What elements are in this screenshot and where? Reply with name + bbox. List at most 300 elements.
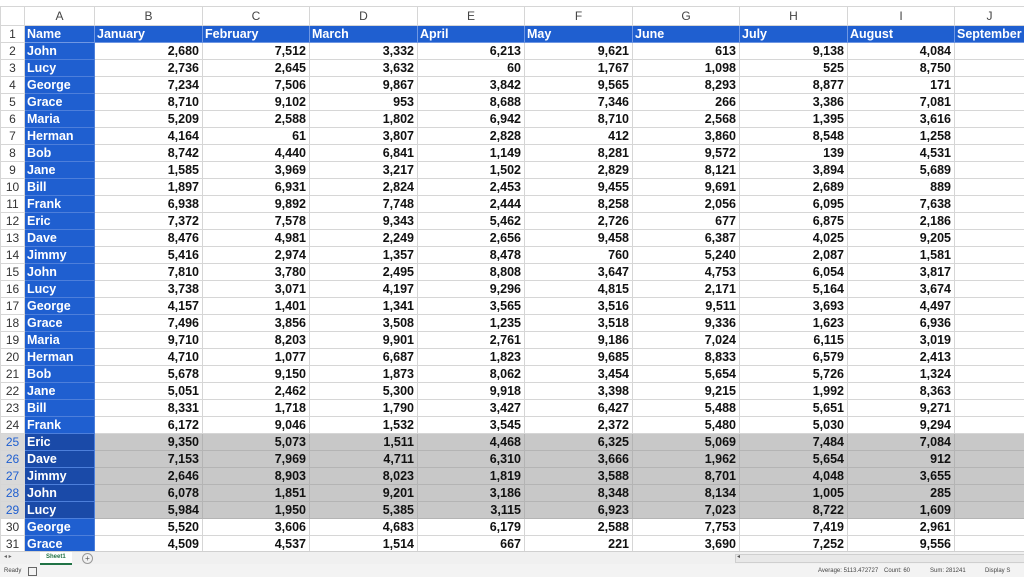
name-cell[interactable]: George xyxy=(25,77,95,94)
value-cell[interactable]: 1,609 xyxy=(848,502,955,519)
value-cell[interactable]: 7,084 xyxy=(848,434,955,451)
value-cell[interactable]: 6,841 xyxy=(310,145,418,162)
name-cell[interactable]: Lucy xyxy=(25,502,95,519)
value-cell[interactable]: 1,802 xyxy=(310,111,418,128)
value-cell[interactable]: 6,213 xyxy=(418,43,525,60)
value-cell[interactable]: 6,938 xyxy=(95,196,203,213)
value-cell[interactable]: 5,164 xyxy=(740,281,848,298)
value-cell[interactable]: 5,300 xyxy=(310,383,418,400)
value-cell[interactable]: 3,807 xyxy=(310,128,418,145)
row-number[interactable]: 14 xyxy=(1,247,25,264)
name-cell[interactable]: Maria xyxy=(25,111,95,128)
value-cell[interactable]: 9,336 xyxy=(633,315,740,332)
value-cell[interactable]: 139 xyxy=(740,145,848,162)
value-cell[interactable]: 2,736 xyxy=(95,60,203,77)
empty-cell[interactable] xyxy=(955,298,1024,315)
row-number[interactable]: 17 xyxy=(1,298,25,315)
empty-cell[interactable] xyxy=(955,417,1024,434)
column-header-i[interactable]: I xyxy=(848,7,955,26)
value-cell[interactable]: 9,150 xyxy=(203,366,310,383)
column-header-a[interactable]: A xyxy=(25,7,95,26)
name-cell[interactable]: Eric xyxy=(25,213,95,230)
empty-cell[interactable] xyxy=(955,366,1024,383)
name-cell[interactable]: Grace xyxy=(25,94,95,111)
value-cell[interactable]: 4,509 xyxy=(95,536,203,553)
value-cell[interactable]: 1,357 xyxy=(310,247,418,264)
value-cell[interactable]: 9,892 xyxy=(203,196,310,213)
value-cell[interactable]: 8,710 xyxy=(525,111,633,128)
value-cell[interactable]: 7,753 xyxy=(633,519,740,536)
value-cell[interactable]: 9,621 xyxy=(525,43,633,60)
header-cell-june[interactable]: June xyxy=(633,26,740,43)
value-cell[interactable]: 6,387 xyxy=(633,230,740,247)
header-cell-september[interactable]: September xyxy=(955,26,1024,43)
value-cell[interactable]: 6,942 xyxy=(418,111,525,128)
value-cell[interactable]: 7,496 xyxy=(95,315,203,332)
value-cell[interactable]: 5,051 xyxy=(95,383,203,400)
value-cell[interactable]: 9,138 xyxy=(740,43,848,60)
value-cell[interactable]: 2,462 xyxy=(203,383,310,400)
value-cell[interactable]: 4,497 xyxy=(848,298,955,315)
header-cell-march[interactable]: March xyxy=(310,26,418,43)
value-cell[interactable]: 2,495 xyxy=(310,264,418,281)
value-cell[interactable]: 9,294 xyxy=(848,417,955,434)
value-cell[interactable]: 1,077 xyxy=(203,349,310,366)
value-cell[interactable]: 3,217 xyxy=(310,162,418,179)
value-cell[interactable]: 1,258 xyxy=(848,128,955,145)
value-cell[interactable]: 5,726 xyxy=(740,366,848,383)
value-cell[interactable]: 3,693 xyxy=(740,298,848,315)
value-cell[interactable]: 2,453 xyxy=(418,179,525,196)
value-cell[interactable]: 8,293 xyxy=(633,77,740,94)
empty-cell[interactable] xyxy=(955,502,1024,519)
value-cell[interactable]: 9,455 xyxy=(525,179,633,196)
value-cell[interactable]: 2,186 xyxy=(848,213,955,230)
column-header-f[interactable]: F xyxy=(525,7,633,26)
value-cell[interactable]: 8,701 xyxy=(633,468,740,485)
header-cell-february[interactable]: February xyxy=(203,26,310,43)
value-cell[interactable]: 7,484 xyxy=(740,434,848,451)
value-cell[interactable]: 412 xyxy=(525,128,633,145)
display-settings-button[interactable]: Display S xyxy=(985,565,1010,577)
value-cell[interactable]: 3,516 xyxy=(525,298,633,315)
value-cell[interactable]: 3,427 xyxy=(418,400,525,417)
value-cell[interactable]: 3,508 xyxy=(310,315,418,332)
value-cell[interactable]: 2,726 xyxy=(525,213,633,230)
value-cell[interactable]: 8,808 xyxy=(418,264,525,281)
value-cell[interactable]: 6,078 xyxy=(95,485,203,502)
value-cell[interactable]: 8,023 xyxy=(310,468,418,485)
name-cell[interactable]: Lucy xyxy=(25,60,95,77)
name-cell[interactable]: Bill xyxy=(25,179,95,196)
header-cell-july[interactable]: July xyxy=(740,26,848,43)
value-cell[interactable]: 667 xyxy=(418,536,525,553)
value-cell[interactable]: 7,346 xyxy=(525,94,633,111)
value-cell[interactable]: 2,974 xyxy=(203,247,310,264)
value-cell[interactable]: 3,666 xyxy=(525,451,633,468)
value-cell[interactable]: 1,395 xyxy=(740,111,848,128)
value-cell[interactable]: 9,201 xyxy=(310,485,418,502)
name-cell[interactable]: Jane xyxy=(25,162,95,179)
value-cell[interactable]: 4,710 xyxy=(95,349,203,366)
value-cell[interactable]: 3,518 xyxy=(525,315,633,332)
row-number[interactable]: 27 xyxy=(1,468,25,485)
value-cell[interactable]: 5,030 xyxy=(740,417,848,434)
value-cell[interactable]: 1,819 xyxy=(418,468,525,485)
value-cell[interactable]: 2,829 xyxy=(525,162,633,179)
name-cell[interactable]: Frank xyxy=(25,196,95,213)
row-number[interactable]: 28 xyxy=(1,485,25,502)
empty-cell[interactable] xyxy=(955,383,1024,400)
value-cell[interactable]: 3,738 xyxy=(95,281,203,298)
value-cell[interactable]: 7,153 xyxy=(95,451,203,468)
value-cell[interactable]: 9,901 xyxy=(310,332,418,349)
empty-cell[interactable] xyxy=(955,145,1024,162)
value-cell[interactable]: 2,680 xyxy=(95,43,203,60)
value-cell[interactable]: 3,616 xyxy=(848,111,955,128)
empty-cell[interactable] xyxy=(955,536,1024,553)
value-cell[interactable]: 7,234 xyxy=(95,77,203,94)
empty-cell[interactable] xyxy=(955,485,1024,502)
name-cell[interactable]: Grace xyxy=(25,536,95,553)
value-cell[interactable]: 1,324 xyxy=(848,366,955,383)
name-cell[interactable]: Dave xyxy=(25,230,95,247)
row-number[interactable]: 1 xyxy=(1,26,25,43)
value-cell[interactable]: 9,215 xyxy=(633,383,740,400)
empty-cell[interactable] xyxy=(955,213,1024,230)
value-cell[interactable]: 9,350 xyxy=(95,434,203,451)
value-cell[interactable]: 4,815 xyxy=(525,281,633,298)
value-cell[interactable]: 3,019 xyxy=(848,332,955,349)
value-cell[interactable]: 3,894 xyxy=(740,162,848,179)
value-cell[interactable]: 7,419 xyxy=(740,519,848,536)
value-cell[interactable]: 2,588 xyxy=(203,111,310,128)
value-cell[interactable]: 2,828 xyxy=(418,128,525,145)
value-cell[interactable]: 4,048 xyxy=(740,468,848,485)
empty-cell[interactable] xyxy=(955,281,1024,298)
name-cell[interactable]: Frank xyxy=(25,417,95,434)
value-cell[interactable]: 9,102 xyxy=(203,94,310,111)
header-cell-may[interactable]: May xyxy=(525,26,633,43)
column-header-e[interactable]: E xyxy=(418,7,525,26)
value-cell[interactable]: 8,833 xyxy=(633,349,740,366)
value-cell[interactable]: 171 xyxy=(848,77,955,94)
value-cell[interactable]: 4,753 xyxy=(633,264,740,281)
value-cell[interactable]: 5,209 xyxy=(95,111,203,128)
value-cell[interactable]: 60 xyxy=(418,60,525,77)
name-cell[interactable]: John xyxy=(25,264,95,281)
row-number[interactable]: 19 xyxy=(1,332,25,349)
header-cell-august[interactable]: August xyxy=(848,26,955,43)
value-cell[interactable]: 4,084 xyxy=(848,43,955,60)
value-cell[interactable]: 9,511 xyxy=(633,298,740,315)
empty-cell[interactable] xyxy=(955,60,1024,77)
value-cell[interactable]: 3,606 xyxy=(203,519,310,536)
value-cell[interactable]: 2,372 xyxy=(525,417,633,434)
scroll-left-icon[interactable]: ◂ xyxy=(737,553,740,560)
row-number[interactable]: 22 xyxy=(1,383,25,400)
value-cell[interactable]: 3,588 xyxy=(525,468,633,485)
value-cell[interactable]: 8,750 xyxy=(848,60,955,77)
row-number[interactable]: 3 xyxy=(1,60,25,77)
value-cell[interactable]: 5,480 xyxy=(633,417,740,434)
empty-cell[interactable] xyxy=(955,434,1024,451)
value-cell[interactable]: 2,645 xyxy=(203,60,310,77)
value-cell[interactable]: 6,115 xyxy=(740,332,848,349)
name-cell[interactable]: Jimmy xyxy=(25,468,95,485)
value-cell[interactable]: 2,656 xyxy=(418,230,525,247)
value-cell[interactable]: 2,413 xyxy=(848,349,955,366)
value-cell[interactable]: 953 xyxy=(310,94,418,111)
row-number[interactable]: 4 xyxy=(1,77,25,94)
value-cell[interactable]: 6,875 xyxy=(740,213,848,230)
value-cell[interactable]: 4,197 xyxy=(310,281,418,298)
name-cell[interactable]: Herman xyxy=(25,128,95,145)
value-cell[interactable]: 6,310 xyxy=(418,451,525,468)
value-cell[interactable]: 7,748 xyxy=(310,196,418,213)
value-cell[interactable]: 9,867 xyxy=(310,77,418,94)
value-cell[interactable]: 7,578 xyxy=(203,213,310,230)
column-header-j[interactable]: J xyxy=(955,7,1024,26)
value-cell[interactable]: 8,348 xyxy=(525,485,633,502)
value-cell[interactable]: 7,372 xyxy=(95,213,203,230)
value-cell[interactable]: 9,458 xyxy=(525,230,633,247)
value-cell[interactable]: 1,790 xyxy=(310,400,418,417)
row-number[interactable]: 26 xyxy=(1,451,25,468)
value-cell[interactable]: 3,565 xyxy=(418,298,525,315)
row-number[interactable]: 10 xyxy=(1,179,25,196)
value-cell[interactable]: 4,025 xyxy=(740,230,848,247)
value-cell[interactable]: 6,936 xyxy=(848,315,955,332)
value-cell[interactable]: 1,585 xyxy=(95,162,203,179)
value-cell[interactable]: 6,923 xyxy=(525,502,633,519)
value-cell[interactable]: 4,537 xyxy=(203,536,310,553)
column-header-d[interactable]: D xyxy=(310,7,418,26)
value-cell[interactable]: 8,121 xyxy=(633,162,740,179)
row-number[interactable]: 7 xyxy=(1,128,25,145)
value-cell[interactable]: 4,164 xyxy=(95,128,203,145)
value-cell[interactable]: 9,046 xyxy=(203,417,310,434)
value-cell[interactable]: 2,171 xyxy=(633,281,740,298)
value-cell[interactable]: 3,674 xyxy=(848,281,955,298)
value-cell[interactable]: 7,024 xyxy=(633,332,740,349)
row-number[interactable]: 25 xyxy=(1,434,25,451)
value-cell[interactable]: 1,532 xyxy=(310,417,418,434)
value-cell[interactable]: 525 xyxy=(740,60,848,77)
row-number[interactable]: 8 xyxy=(1,145,25,162)
value-cell[interactable]: 2,689 xyxy=(740,179,848,196)
name-cell[interactable]: George xyxy=(25,298,95,315)
value-cell[interactable]: 7,512 xyxy=(203,43,310,60)
row-number[interactable]: 21 xyxy=(1,366,25,383)
value-cell[interactable]: 1,511 xyxy=(310,434,418,451)
row-number[interactable]: 5 xyxy=(1,94,25,111)
row-number[interactable]: 2 xyxy=(1,43,25,60)
empty-cell[interactable] xyxy=(955,230,1024,247)
value-cell[interactable]: 3,690 xyxy=(633,536,740,553)
value-cell[interactable]: 2,056 xyxy=(633,196,740,213)
value-cell[interactable]: 4,157 xyxy=(95,298,203,315)
value-cell[interactable]: 1,873 xyxy=(310,366,418,383)
value-cell[interactable]: 3,655 xyxy=(848,468,955,485)
value-cell[interactable]: 4,711 xyxy=(310,451,418,468)
name-cell[interactable]: Lucy xyxy=(25,281,95,298)
value-cell[interactable]: 9,565 xyxy=(525,77,633,94)
value-cell[interactable]: 1,005 xyxy=(740,485,848,502)
value-cell[interactable]: 5,520 xyxy=(95,519,203,536)
value-cell[interactable]: 7,252 xyxy=(740,536,848,553)
empty-cell[interactable] xyxy=(955,451,1024,468)
empty-cell[interactable] xyxy=(955,43,1024,60)
value-cell[interactable]: 3,969 xyxy=(203,162,310,179)
status-sum[interactable]: Sum: 281241 xyxy=(930,565,966,577)
empty-cell[interactable] xyxy=(955,94,1024,111)
value-cell[interactable]: 9,685 xyxy=(525,349,633,366)
value-cell[interactable]: 5,651 xyxy=(740,400,848,417)
value-cell[interactable]: 6,325 xyxy=(525,434,633,451)
empty-cell[interactable] xyxy=(955,179,1024,196)
value-cell[interactable]: 7,810 xyxy=(95,264,203,281)
value-cell[interactable]: 7,081 xyxy=(848,94,955,111)
value-cell[interactable]: 2,568 xyxy=(633,111,740,128)
empty-cell[interactable] xyxy=(955,349,1024,366)
value-cell[interactable]: 4,440 xyxy=(203,145,310,162)
row-number[interactable]: 9 xyxy=(1,162,25,179)
empty-cell[interactable] xyxy=(955,332,1024,349)
sheet-tab[interactable]: Sheet1 xyxy=(40,552,72,565)
value-cell[interactable]: 9,556 xyxy=(848,536,955,553)
value-cell[interactable]: 1,823 xyxy=(418,349,525,366)
status-count[interactable]: Count: 60 xyxy=(884,565,910,577)
value-cell[interactable]: 2,646 xyxy=(95,468,203,485)
value-cell[interactable]: 5,488 xyxy=(633,400,740,417)
value-cell[interactable]: 6,687 xyxy=(310,349,418,366)
value-cell[interactable]: 9,343 xyxy=(310,213,418,230)
row-number[interactable]: 12 xyxy=(1,213,25,230)
value-cell[interactable]: 285 xyxy=(848,485,955,502)
value-cell[interactable]: 9,271 xyxy=(848,400,955,417)
value-cell[interactable]: 7,506 xyxy=(203,77,310,94)
value-cell[interactable]: 8,722 xyxy=(740,502,848,519)
value-cell[interactable]: 613 xyxy=(633,43,740,60)
value-cell[interactable]: 8,877 xyxy=(740,77,848,94)
empty-cell[interactable] xyxy=(955,196,1024,213)
value-cell[interactable]: 3,386 xyxy=(740,94,848,111)
row-number[interactable]: 23 xyxy=(1,400,25,417)
value-cell[interactable]: 5,689 xyxy=(848,162,955,179)
value-cell[interactable]: 3,115 xyxy=(418,502,525,519)
value-cell[interactable]: 1,767 xyxy=(525,60,633,77)
value-cell[interactable]: 3,842 xyxy=(418,77,525,94)
value-cell[interactable]: 4,981 xyxy=(203,230,310,247)
value-cell[interactable]: 2,087 xyxy=(740,247,848,264)
value-cell[interactable]: 2,761 xyxy=(418,332,525,349)
empty-cell[interactable] xyxy=(955,264,1024,281)
value-cell[interactable]: 5,385 xyxy=(310,502,418,519)
value-cell[interactable]: 1,897 xyxy=(95,179,203,196)
value-cell[interactable]: 6,931 xyxy=(203,179,310,196)
value-cell[interactable]: 8,281 xyxy=(525,145,633,162)
value-cell[interactable]: 8,478 xyxy=(418,247,525,264)
value-cell[interactable]: 6,172 xyxy=(95,417,203,434)
value-cell[interactable]: 3,454 xyxy=(525,366,633,383)
value-cell[interactable]: 3,860 xyxy=(633,128,740,145)
value-cell[interactable]: 5,462 xyxy=(418,213,525,230)
value-cell[interactable]: 8,548 xyxy=(740,128,848,145)
value-cell[interactable]: 6,095 xyxy=(740,196,848,213)
value-cell[interactable]: 889 xyxy=(848,179,955,196)
name-cell[interactable]: George xyxy=(25,519,95,536)
value-cell[interactable]: 9,572 xyxy=(633,145,740,162)
value-cell[interactable]: 8,134 xyxy=(633,485,740,502)
value-cell[interactable]: 912 xyxy=(848,451,955,468)
add-sheet-icon[interactable]: + xyxy=(82,553,93,564)
row-number[interactable]: 20 xyxy=(1,349,25,366)
name-cell[interactable]: Jimmy xyxy=(25,247,95,264)
name-cell[interactable]: Eric xyxy=(25,434,95,451)
value-cell[interactable]: 1,149 xyxy=(418,145,525,162)
value-cell[interactable]: 2,588 xyxy=(525,519,633,536)
value-cell[interactable]: 4,468 xyxy=(418,434,525,451)
value-cell[interactable]: 8,710 xyxy=(95,94,203,111)
value-cell[interactable]: 5,678 xyxy=(95,366,203,383)
value-cell[interactable]: 4,683 xyxy=(310,519,418,536)
empty-cell[interactable] xyxy=(955,315,1024,332)
value-cell[interactable]: 2,444 xyxy=(418,196,525,213)
row-number[interactable]: 11 xyxy=(1,196,25,213)
value-cell[interactable]: 8,476 xyxy=(95,230,203,247)
empty-cell[interactable] xyxy=(955,247,1024,264)
value-cell[interactable]: 1,718 xyxy=(203,400,310,417)
value-cell[interactable]: 8,331 xyxy=(95,400,203,417)
value-cell[interactable]: 61 xyxy=(203,128,310,145)
name-cell[interactable]: Grace xyxy=(25,315,95,332)
row-number[interactable]: 15 xyxy=(1,264,25,281)
column-header-b[interactable]: B xyxy=(95,7,203,26)
value-cell[interactable]: 3,071 xyxy=(203,281,310,298)
empty-cell[interactable] xyxy=(955,162,1024,179)
row-number[interactable]: 24 xyxy=(1,417,25,434)
value-cell[interactable]: 2,824 xyxy=(310,179,418,196)
value-cell[interactable]: 1,962 xyxy=(633,451,740,468)
value-cell[interactable]: 1,950 xyxy=(203,502,310,519)
value-cell[interactable]: 9,186 xyxy=(525,332,633,349)
value-cell[interactable]: 8,203 xyxy=(203,332,310,349)
row-number[interactable]: 16 xyxy=(1,281,25,298)
row-number[interactable]: 29 xyxy=(1,502,25,519)
empty-cell[interactable] xyxy=(955,519,1024,536)
value-cell[interactable]: 6,579 xyxy=(740,349,848,366)
value-cell[interactable]: 2,961 xyxy=(848,519,955,536)
column-header-g[interactable]: G xyxy=(633,7,740,26)
row-number[interactable]: 13 xyxy=(1,230,25,247)
name-cell[interactable]: Jane xyxy=(25,383,95,400)
value-cell[interactable]: 3,632 xyxy=(310,60,418,77)
macro-record-icon[interactable] xyxy=(28,567,37,576)
name-cell[interactable]: Herman xyxy=(25,349,95,366)
value-cell[interactable]: 7,023 xyxy=(633,502,740,519)
status-average[interactable]: Average: 5113.472727 xyxy=(818,565,878,577)
value-cell[interactable]: 1,502 xyxy=(418,162,525,179)
name-cell[interactable]: Bob xyxy=(25,145,95,162)
name-cell[interactable]: Bob xyxy=(25,366,95,383)
empty-cell[interactable] xyxy=(955,111,1024,128)
value-cell[interactable]: 760 xyxy=(525,247,633,264)
value-cell[interactable]: 5,654 xyxy=(740,451,848,468)
value-cell[interactable]: 8,742 xyxy=(95,145,203,162)
value-cell[interactable]: 1,235 xyxy=(418,315,525,332)
value-cell[interactable]: 8,062 xyxy=(418,366,525,383)
